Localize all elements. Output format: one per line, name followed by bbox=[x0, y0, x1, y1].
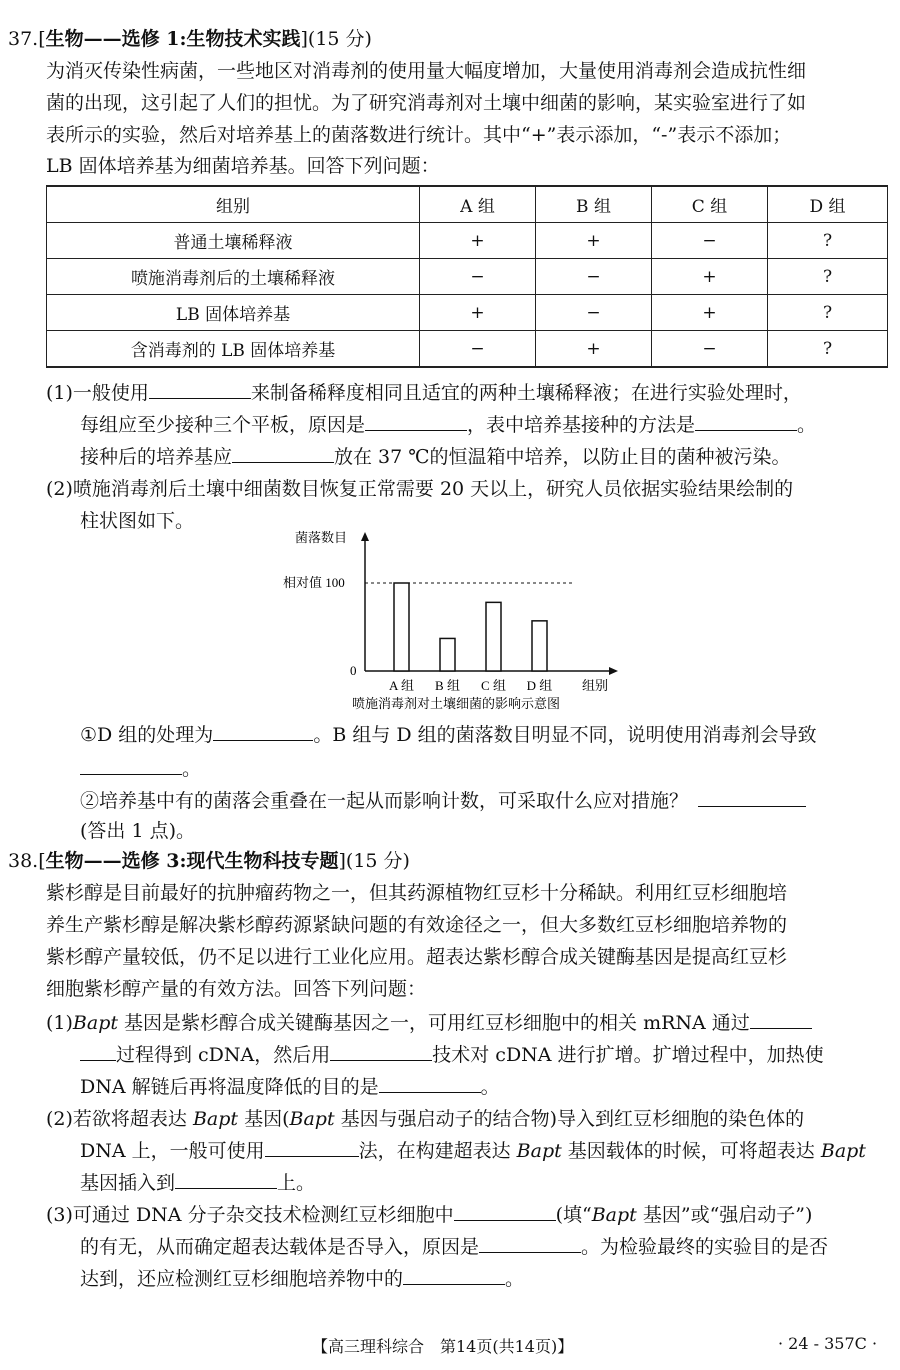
q37-header bbox=[8, 26, 372, 52]
x-axis-arrow bbox=[609, 667, 618, 675]
table-header-cell: B 组 bbox=[536, 186, 652, 223]
chart-bars bbox=[394, 583, 547, 671]
q38-intro-line-4: 细胞紫杉醇产量的有效方法。回答下列问题： bbox=[46, 978, 427, 1000]
chart-x-tick-label: B 组 bbox=[435, 678, 460, 693]
chart-reference-label: 相对值 100 bbox=[283, 575, 345, 590]
gene-name: Bapt bbox=[591, 1204, 637, 1226]
table-row bbox=[47, 259, 888, 295]
table-cell: − bbox=[652, 331, 768, 368]
q38-score: (15 分) bbox=[345, 850, 410, 872]
q38-part1-line-2 bbox=[80, 1042, 824, 1068]
q38-part3-line-3 bbox=[80, 1266, 524, 1292]
q37-intro-line-1: 为消灭传染性病菌，一些地区对消毒剂的使用量大幅度增加，大量使用消毒剂会造成抗性细 bbox=[46, 60, 807, 82]
text-span: 来制备稀释度相同且适宜的两种土壤稀释液；在进行实验处理时， bbox=[250, 382, 802, 404]
q37-part2-sub1-line-1 bbox=[80, 722, 817, 748]
table-header-row bbox=[47, 186, 888, 223]
q37-score: (15 分) bbox=[307, 28, 372, 50]
text-span: 基因插入到 bbox=[80, 1172, 176, 1194]
answer-blank[interactable] bbox=[175, 1170, 277, 1189]
table-cell: 含消毒剂的 LB 固体培养基 bbox=[47, 331, 420, 368]
answer-blank[interactable] bbox=[149, 380, 251, 399]
chart-x-tick-labels bbox=[389, 678, 552, 693]
answer-blank[interactable] bbox=[330, 1042, 432, 1061]
text-span: 。 bbox=[182, 758, 202, 780]
text-span: 。 bbox=[797, 414, 817, 436]
q37-bracket-open: [ bbox=[38, 28, 46, 50]
q38-header bbox=[8, 848, 410, 874]
text-span: 放在 37 ℃的恒温箱中培养，以防止目的菌种被污染。 bbox=[334, 446, 791, 468]
q37-intro-line-3: 表所示的实验，然后对培养基上的菌落数进行统计。其中“+”表示添加，“-”表示不添加； bbox=[46, 124, 792, 146]
table-cell: − bbox=[420, 259, 536, 295]
q37-part1-line-3 bbox=[80, 444, 791, 470]
text-span: 基因与强启动子的结合物)导入到红豆杉细胞的染色体的 bbox=[334, 1108, 805, 1130]
answer-blank[interactable] bbox=[454, 1202, 556, 1221]
text-span: 。B 组与 D 组的菌落数目明显不同，说明使用消毒剂会导致 bbox=[313, 724, 817, 746]
table-cell: + bbox=[536, 223, 652, 259]
gene-name: Bapt bbox=[192, 1108, 239, 1130]
answer-blank[interactable] bbox=[379, 1074, 481, 1093]
chart-bar bbox=[486, 602, 501, 671]
text-span: 基因( bbox=[238, 1108, 290, 1130]
y-axis-arrow bbox=[361, 532, 369, 541]
answer-blank[interactable] bbox=[80, 756, 182, 775]
table-row bbox=[47, 295, 888, 331]
text-span: (填“ bbox=[555, 1204, 592, 1226]
footer-exam-code: · 24 - 357C · bbox=[778, 1334, 878, 1353]
chart-x-tick-label: A 组 bbox=[389, 678, 414, 693]
text-span: 。 bbox=[505, 1268, 525, 1290]
table-row bbox=[47, 223, 888, 259]
answer-blank[interactable] bbox=[695, 412, 797, 431]
text-span: 。 bbox=[480, 1076, 500, 1098]
gene-name: Bapt bbox=[289, 1108, 335, 1130]
chart-bar bbox=[394, 583, 409, 671]
table-cell: ? bbox=[768, 223, 888, 259]
table-header-cell: 组别 bbox=[47, 186, 420, 223]
chart-x-tick-label: C 组 bbox=[481, 678, 506, 693]
answer-blank[interactable] bbox=[403, 1266, 505, 1285]
q37-part1-line-2 bbox=[80, 412, 816, 438]
table-cell: − bbox=[652, 223, 768, 259]
q38-part2-line-2 bbox=[80, 1138, 866, 1164]
table-header-cell: C 组 bbox=[652, 186, 768, 223]
answer-blank[interactable] bbox=[750, 1010, 812, 1029]
table-cell: 普通土壤稀释液 bbox=[47, 223, 420, 259]
chart-bar bbox=[440, 638, 455, 671]
bar-chart bbox=[280, 528, 640, 718]
q37-part2-sub2-line-2: (答出 1 点)。 bbox=[80, 820, 195, 842]
table-cell: ? bbox=[768, 295, 888, 331]
q37-part2-line-2: 柱状图如下。 bbox=[80, 510, 195, 532]
text-span: 每组应至少接种三个平板，原因是 bbox=[80, 414, 366, 436]
q38-bracket-close: ] bbox=[338, 850, 346, 872]
table-cell: + bbox=[652, 259, 768, 295]
answer-blank[interactable] bbox=[80, 1042, 116, 1061]
q38-part3-line-1 bbox=[46, 1202, 812, 1228]
q38-part1-line-3 bbox=[80, 1074, 500, 1100]
gene-name: Bapt bbox=[516, 1140, 562, 1162]
q38-part1-line-1 bbox=[46, 1010, 812, 1036]
q37-intro-line-2: 菌的出现，这引起了人们的担忧。为了研究消毒剂对土壤中细菌的影响，某实验室进行了如 bbox=[46, 92, 807, 114]
table-cell: − bbox=[536, 295, 652, 331]
table-cell: + bbox=[420, 295, 536, 331]
text-span: ②培养基中有的菌落会重叠在一起从而影响计数，可采取什么应对措施？ bbox=[80, 790, 689, 812]
text-span: 接种后的培养基应 bbox=[80, 446, 233, 468]
answer-blank[interactable] bbox=[232, 444, 334, 463]
table-row bbox=[47, 331, 888, 368]
table-cell: 喷施消毒剂后的土壤稀释液 bbox=[47, 259, 420, 295]
text-span: 法，在构建超表达 bbox=[358, 1140, 517, 1162]
q38-part2-line-1 bbox=[46, 1106, 804, 1132]
q37-intro-line-4: LB 固体培养基为细菌培养基。回答下列问题： bbox=[46, 155, 440, 177]
table-cell: LB 固体培养基 bbox=[47, 295, 420, 331]
table-cell: − bbox=[536, 259, 652, 295]
text-span: 的有无，从而确定超表达载体是否导入，原因是 bbox=[80, 1236, 480, 1258]
table-cell: ? bbox=[768, 331, 888, 368]
text-span: ，表中培养基接种的方法是 bbox=[467, 414, 696, 436]
q38-title: 生物——选修 3:现代生物科技专题 bbox=[45, 850, 339, 872]
text-span: ①D 组的处理为 bbox=[80, 724, 214, 746]
answer-blank[interactable] bbox=[265, 1138, 359, 1157]
q38-intro-line-2: 养生产紫杉醇是解决紫杉醇药源紧缺问题的有效途径之一，但大多数红豆杉细胞培养物的 bbox=[46, 914, 788, 936]
q37-part1-line-1 bbox=[46, 380, 802, 406]
experiment-table bbox=[46, 185, 888, 368]
table-cell: + bbox=[652, 295, 768, 331]
text-span: 过程得到 cDNA，然后用 bbox=[116, 1044, 331, 1066]
chart-y-axis-label: 菌落数目 bbox=[295, 530, 348, 545]
q38-intro-line-1: 紫杉醇是目前最好的抗肿瘤药物之一，但其药源植物红豆杉十分稀缺。利用红豆杉细胞培 bbox=[46, 882, 788, 904]
text-span: (1) bbox=[46, 1012, 73, 1034]
answer-blank[interactable] bbox=[213, 722, 313, 741]
chart-caption: 喷施消毒剂对土壤细菌的影响示意图 bbox=[352, 696, 561, 711]
answer-blank[interactable] bbox=[698, 788, 806, 807]
q37-part2-line-1: (2)喷施消毒剂后土壤中细菌数目恢复正常需要 20 天以上，研究人员依据实验结果绘制的 bbox=[46, 478, 794, 500]
text-span: DNA 上，一般可使用 bbox=[80, 1140, 265, 1162]
answer-blank[interactable] bbox=[365, 412, 467, 431]
q37-title: 生物——选修 1:生物技术实践 bbox=[45, 28, 301, 50]
text-span: 达到，还应检测红豆杉细胞培养物中的 bbox=[80, 1268, 404, 1290]
gene-name: Bapt bbox=[820, 1140, 866, 1162]
text-span: 。为检验最终的实验目的是否 bbox=[581, 1236, 829, 1258]
text-span: (3)可通过 DNA 分子杂交技术检测红豆杉细胞中 bbox=[46, 1204, 454, 1226]
table-header-cell: D 组 bbox=[768, 186, 888, 223]
table-cell: + bbox=[536, 331, 652, 368]
q37-part2-sub1-line-2 bbox=[80, 756, 201, 782]
q37-part2-sub2-line-1 bbox=[80, 788, 806, 814]
q37-bracket-close: ] bbox=[300, 28, 308, 50]
q38-intro-line-3: 紫杉醇产量较低，仍不足以进行工业化应用。超表达紫杉醇合成关键酶基因是提高红豆杉 bbox=[46, 946, 788, 968]
text-span: (2)若欲将超表达 bbox=[46, 1108, 193, 1130]
table-cell: − bbox=[420, 331, 536, 368]
q37-number: 37. bbox=[8, 28, 39, 50]
q38-part2-line-3 bbox=[80, 1170, 315, 1196]
text-span: 基因”或“强启动子”) bbox=[636, 1204, 813, 1226]
table-cell: ? bbox=[768, 259, 888, 295]
text-span: 基因是紫杉醇合成关键酶基因之一，可用红豆杉细胞中的相关 mRNA 通过 bbox=[118, 1012, 750, 1034]
table-header-cell: A 组 bbox=[420, 186, 536, 223]
footer-page-info: 【高三理科综合 第14页(共14页)】 bbox=[312, 1337, 574, 1356]
q38-bracket-open: [ bbox=[38, 850, 46, 872]
chart-bar bbox=[532, 621, 547, 671]
text-span: DNA 解链后再将温度降低的目的是 bbox=[80, 1076, 379, 1098]
text-span: (1)一般使用 bbox=[46, 382, 149, 404]
chart-x-axis-label: 组别 bbox=[582, 678, 609, 693]
chart-zero-label: 0 bbox=[350, 663, 357, 678]
text-span: 基因载体的时候，可将超表达 bbox=[561, 1140, 821, 1162]
q38-part3-line-2 bbox=[80, 1234, 828, 1260]
table-cell: + bbox=[420, 223, 536, 259]
text-span: 技术对 cDNA 进行扩增。扩增过程中，加热使 bbox=[432, 1044, 824, 1066]
gene-name: Bapt bbox=[72, 1012, 119, 1034]
answer-blank[interactable] bbox=[479, 1234, 581, 1253]
q38-number: 38. bbox=[8, 850, 39, 872]
chart-x-tick-label: D 组 bbox=[526, 678, 553, 693]
text-span: 上。 bbox=[277, 1172, 316, 1194]
